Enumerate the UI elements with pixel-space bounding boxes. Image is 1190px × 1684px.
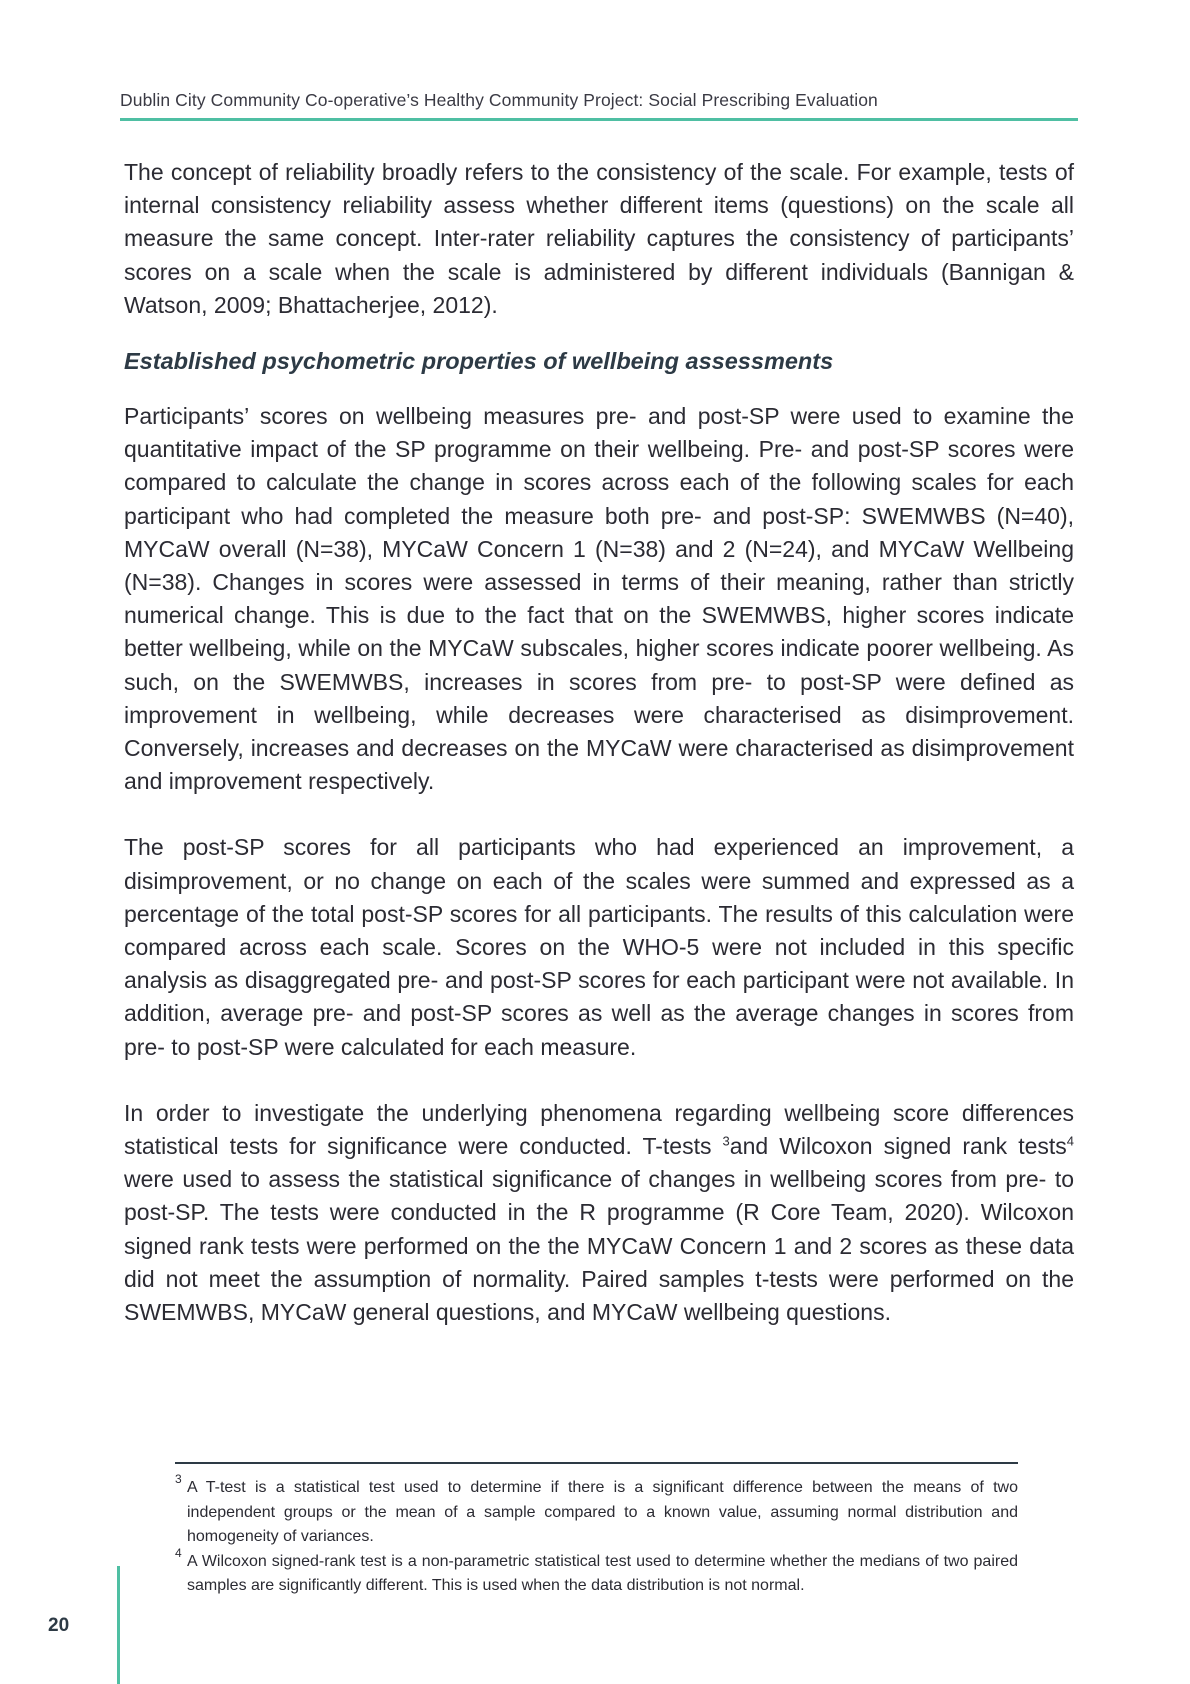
running-header: Dublin City Community Co-operative’s Healthy Community Project: Social Prescribing Evaluation [120,90,878,110]
header-rule [120,118,1078,121]
footnote-separator [175,1462,1018,1464]
footnote-ref-3[interactable]: 3 [722,1133,730,1149]
footnote-number: 4 [175,1545,182,1560]
statistics-text-part-3: were used to assess the statistical significance of changes in wellbeing scores from pre- to post-SP. The tests were conducted in the R programme (R Core Team, 2020). Wilcoxon signed rank tests were performed on the the MYCaW Concern 1 and 2 scores as these data did not meet the assumption of normality. Paired samples t-tests were performed on the SWEMWBS, MYCaW general questions, and MYCaW wellbeing questions. [124,1166,1074,1326]
footnote-ref-4[interactable]: 4 [1066,1133,1075,1149]
statistics-text-part-2: and Wilcoxon signed rank tests [729,1133,1067,1160]
analysis-paragraph: The post-SP scores for all participants who had experienced an improvement, a disimprovement, or no change on each of the scales were summed and expressed as a percentage of the total post-SP scores for all participants. The results of this calculation were compared across each scale. Scores on the WHO-5 were not included in this specific analysis as disaggregated pre- and post-SP scores for each participant were not available. In addition, average pre- and post-SP scores as well as the average changes in scores from pre- to post-SP were calculated for each measure. [124,834,1074,1060]
footnote-text: A T-test is a statistical test used to determine if there is a significant difference between the means of two independent groups or the mean of a sample compared to a known value, assuming normal distribution and homogeneity of variances. [187,1479,1018,1545]
reliability-paragraph: The concept of reliability broadly refers to the consistency of the scale. For example, tests of internal consistency reliability assess whether different items (questions) on the scale all measure the same concept. Inter-rater reliability captures the consistency of participants’ scores on a scale when the scale is administered by different individuals (Bannigan & Watson, 2009; Bhattacherjee, 2012). [124,159,1074,318]
main-content [124,156,1074,1329]
statistics-text-part-1: In order to investigate the underlying phenomena regarding wellbeing score differences statistical tests for significance were conducted. T-tests [124,1099,1074,1160]
footnote-3 [175,1472,1018,1550]
statistics-paragraph [124,1097,1074,1329]
footnotes [175,1472,1018,1599]
method-paragraph: Participants’ scores on wellbeing measures pre- and post-SP were used to examine the quantitative impact of the SP programme on their wellbeing. Pre- and post-SP scores were compared to calculate the change in scores across each of the following scales for each participant who had completed the measure both pre- and post-SP: SWEMWBS (N=40), MYCaW overall (N=38), MYCaW Concern 1 (N=38) and 2 (N=24), and MYCaW Wellbeing (N=38). Changes in scores were assessed in terms of their meaning, rather than strictly numerical change. This is due to the fact that on the SWEMWBS, higher scores indicate better wellbeing, while on the MYCaW subscales, higher scores indicate poorer wellbeing. As such, on the SWEMWBS, increases in scores from pre- to post-SP were defined as improvement in wellbeing, while decreases were characterised as disimprovement. Conversely, increases and decreases on the MYCaW were characterised as disimprovement and improvement respectively. [124,403,1074,795]
footnote-text: A Wilcoxon signed-rank test is a non-parametric statistical test used to determine whether the medians of two paired samples are significantly different. This is used when the data distribution is not normal. [187,1552,1018,1594]
footnote-number: 3 [175,1472,182,1486]
footnote-4 [175,1545,1018,1599]
page-number: 20 [48,1615,70,1636]
side-accent-rule [117,1566,120,1684]
section-heading: Established psychometric properties of wellbeing assessments [124,348,834,375]
